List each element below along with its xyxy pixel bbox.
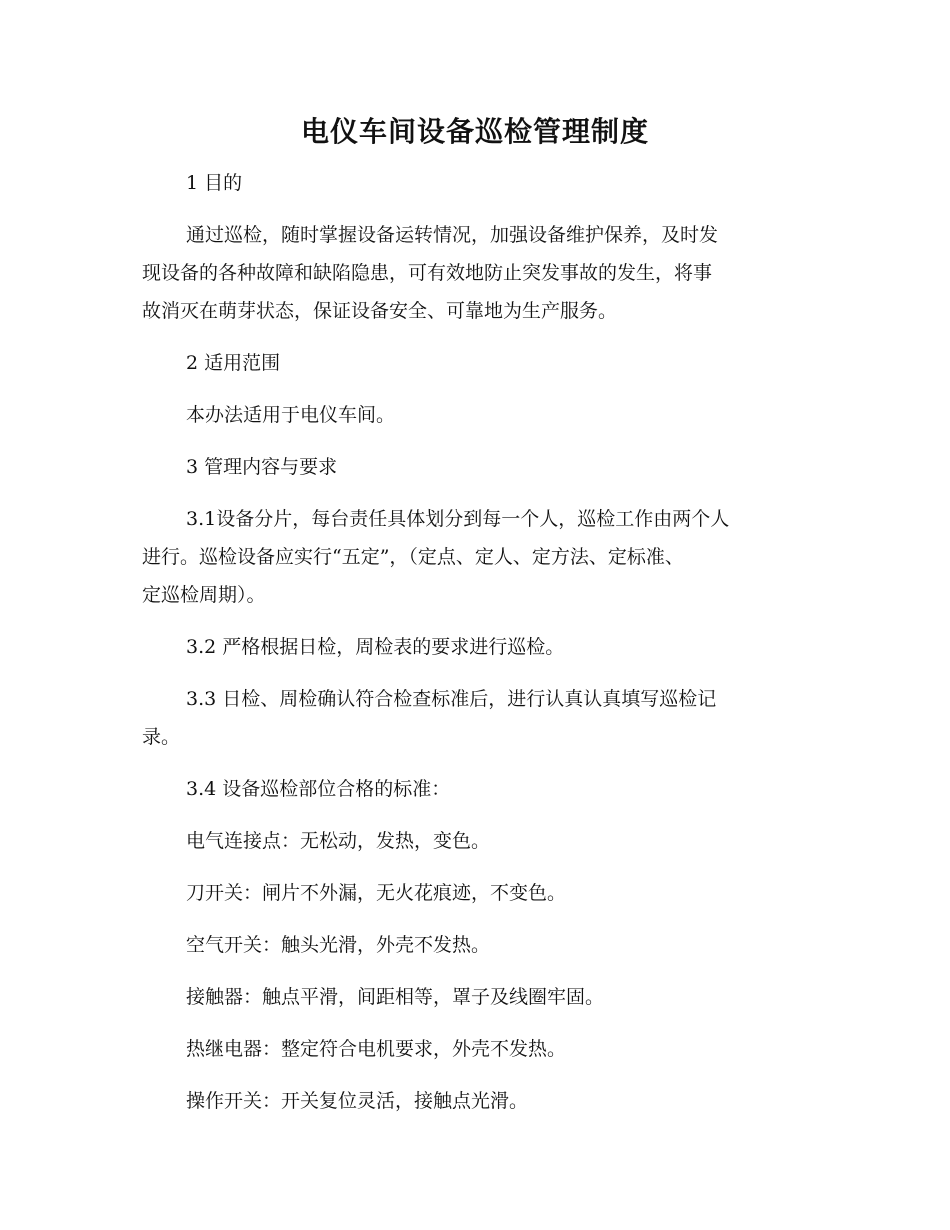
standard-thermal-relay: 热继电器：整定符合电机要求，外壳不发热。 [186,1038,567,1060]
paragraph-purpose-line-2: 现设备的各种故障和缺陷隐患，可有效地防止突发事故的发生，将事 [142,262,713,284]
standard-contactor: 接触器：触点平滑，间距相等，罩子及线圈牢固。 [186,986,605,1008]
section-1-heading: 1 目的 [186,172,243,194]
clause-3-3-line-1: 3.3 日检、周检确认符合检查标准后，进行认真认真填写巡检记 [186,688,717,710]
paragraph-scope: 本办法适用于电仪车间。 [186,404,396,426]
clause-3-3-line-2: 录。 [142,726,181,748]
paragraph-purpose-line-1: 通过巡检，随时掌握设备运转情况，加强设备维护保养，及时发 [186,224,719,246]
standard-electrical-connection: 电气连接点：无松动，发热，变色。 [186,830,491,852]
section-3-heading: 3 管理内容与要求 [186,456,338,478]
standard-operating-switch: 操作开关：开关复位灵活，接触点光滑。 [186,1090,529,1112]
clause-3-4: 3.4 设备巡检部位合格的标准： [186,778,451,800]
standard-air-switch: 空气开关：触头光滑，外壳不发热。 [186,934,491,956]
clause-3-1-line-2: 进行。巡检设备应实行“五定”，（定点、定人、定方法、定标准、 [142,546,684,568]
clause-3-1-line-3: 定巡检周期）。 [142,584,266,606]
paragraph-purpose-line-3: 故消灭在萌芽状态，保证设备安全、可靠地为生产服务。 [142,300,618,322]
standard-knife-switch: 刀开关：闸片不外漏，无火花痕迹，不变色。 [186,882,567,904]
section-2-heading: 2 适用范围 [186,352,281,374]
document-title: 电仪车间设备巡检管理制度 [300,115,649,148]
clause-3-2: 3.2 严格根据日检，周检表的要求进行巡检。 [186,636,565,658]
clause-3-1-line-1: 3.1设备分片，每台责任具体划分到每一个人，巡检工作由两个人 [186,508,730,530]
